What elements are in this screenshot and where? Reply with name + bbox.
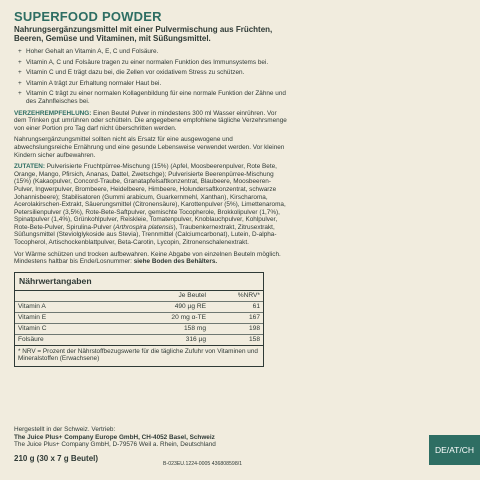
usage-paragraph <box>14 110 290 133</box>
manufacturer-line: Hergestellt in der Schweiz. Vertrieb: <box>14 426 116 433</box>
nutrition-table <box>14 272 264 367</box>
ingredients-label: ZUTATEN: <box>14 163 45 171</box>
product-title: SUPERFOOD POWDER <box>14 9 162 24</box>
batch-codes: B-023EU.1224-0005 436808598/1 <box>163 461 243 467</box>
usage-label: VERZEHREMPFEHLUNG: <box>14 109 92 117</box>
benefit-item: + Hoher Gehalt an Vitamin A, E, C und Folsäure. <box>18 48 159 55</box>
country-badge: DE/AT/CH <box>429 435 480 465</box>
manufacturer-info <box>14 426 314 463</box>
nutrition-row: Vitamin A 490 µg RE 61 <box>15 302 263 313</box>
nutrition-row: Folsäure 316 µg 158 <box>15 335 263 346</box>
benefit-item: + Vitamin C und E trägt dazu bei, die Zellen vor oxidativem Stress zu schützen. <box>18 69 245 77</box>
storage-paragraph: Vor Wärme schützen und trocken aufbewahren. Keine Abgabe von einzelnen Beuteln möglich. Mindestens haltbar bis Ende/Losnummer: siehe Boden des Behälters. <box>14 250 281 266</box>
nutrition-header-row: Je Beutel %NRV* <box>15 291 263 302</box>
nutrition-title: Nährwertangaben <box>15 273 263 291</box>
label-content <box>14 10 290 367</box>
benefit-item: + Vitamin C trägt zu einer normalen Kollagenbildung für eine normale Funktion der Zähne und des Zahnfleisches bei. <box>18 90 286 105</box>
nutrition-row: Vitamin E 20 mg α-TE 167 <box>15 313 263 324</box>
warning-paragraph: Nahrungsergänzungsmittel sollten nicht als Ersatz für eine ausgewogene und abwechslungsreiche Ernährung und eine gesunde Lebensweise verwendet werden. Vor kleinen Kindern sicher aufbewahren. <box>14 136 285 159</box>
ingredients-paragraph: ZUTATEN: Pulverisierte Fruchtpürree-Mischung (15%) (Apfel, Moosbeerenpulver, Rote Bete, Orange, Mango, Pfirsich, Ananas, Dattel, Zwetschge); Pulverisierte Beerenpürree-Mischung (15%) (Kakaopulver, Concord-Traube, Granatapfelsaftkonzentrat, Blaubeere, Moosbeeren-Pulver, Ingwerpulver, Brombeere, Heidelbeere, Himbeere, Holundersaftkonzentrat, schwarze Johannisbeere); Stabilisatoren (Gummi arabicum, Guarkernmehl, Xanthan), Kirscharoma, Acerolakirschen-Extrakt, Säuerungsmittel (Citronensäure), Karottenpulver (5%), Limettenaroma, Petersilienpulver (3,5%), Rote-Bete-Saftpulver, gemischte Tocopherole, Brokkolipulver (1,7%), Spinatpulver (1,4%), Grünkohlpulver, Reiskleie, Tomatenpulver, Knoblauchpulver, Kohlpulver, Rote-Bete-Pulver, Spirulina-Pulver (Arthrospira platensis), Traubenkernextrakt, Zitrusextrakt, Süßungsmittel (Steviolglykoside aus Stevia), Trennmittel (Calciumcarbonat), Lutein, D-alpha-Tocopherol, Artischockenblattpulver, Beta-Carotin, Lycopin, Zitronenschalenextrakt. <box>14 163 286 247</box>
manufacturer-line: The Juice Plus+ Company GmbH, D-79576 Weil a. Rhein, Deutschland <box>14 441 216 449</box>
product-subtitle: Nahrungsergänzungsmittel mit einer Pulvermischung aus Früchten, Beeren, Gemüse und Vitaminen, mit Süßungsmittel. <box>14 25 273 43</box>
nrv-footnote: * NRV = Prozent der Nährstoffbezugswerte für die tägliche Zufuhr von Vitaminen und Mineralstoffen (Erwachsene) <box>18 347 258 363</box>
usage-text: Einen Beutel Pulver in mindestens 300 ml Wasser einrühren. Vor dem Trinken gut umrühren oder schütteln. Die angegebene empfohlene tägliche Verzehrsmenge von einer Portion pro Tag darf nicht überschritten werden. <box>14 109 287 132</box>
benefit-item: + Vitamin A trägt zur Erhaltung normaler Haut bei. <box>18 79 162 87</box>
benefit-item: + Vitamin A, C und Folsäure tragen zu einer normalen Funktion des Immunsystems bei. <box>18 58 269 66</box>
net-weight: 210 g (30 x 7 g Beutel) <box>14 453 99 463</box>
nutrition-row: Vitamin C 158 mg 198 <box>15 324 263 335</box>
benefit-list <box>14 48 290 106</box>
manufacturer-line: The Juice Plus+ Company Europe GmbH, CH-4052 Basel, Schweiz <box>14 433 215 441</box>
